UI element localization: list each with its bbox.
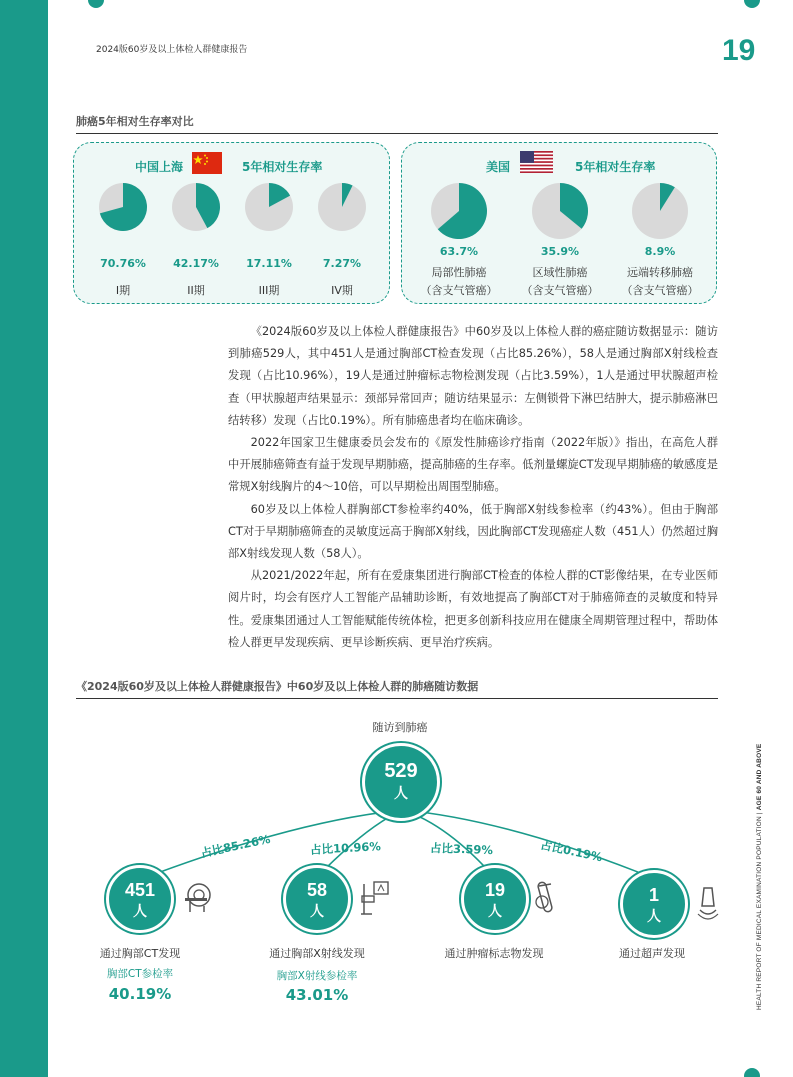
usa-flag-icon	[520, 151, 553, 173]
usa-region: 美国	[486, 160, 511, 174]
marker-number: 19	[484, 880, 506, 900]
shanghai-metric: 5年相对生存率	[242, 160, 323, 174]
corner-dot	[744, 1068, 760, 1077]
ultrasound-unit: 人	[647, 908, 661, 924]
ct-number: 451	[124, 880, 156, 900]
vertical-report-title: HEALTH REPORT OF MEDICAL EXAMINATION POPULATION | AGE 60 AND ABOVE	[756, 743, 763, 1010]
root-number: 529	[384, 760, 418, 782]
ct-unit: 人	[133, 903, 147, 919]
ct-caption: 通过胸部CT发现	[99, 947, 181, 960]
shanghai-pct-label: 17.11%	[246, 257, 292, 270]
usa-stage-label: 远端转移肺癌	[627, 266, 693, 279]
usa-pct-label: 63.7%	[439, 245, 479, 258]
usa-stage-label: 区域性肺癌	[532, 266, 588, 279]
test-tube-icon	[533, 880, 559, 920]
usa-pct-label: 8.9%	[644, 245, 676, 258]
ultrasound-caption: 通过超声发现	[619, 947, 685, 960]
xray-machine-icon	[360, 880, 390, 916]
ct-scanner-icon	[184, 882, 212, 914]
paragraph: 《2024版60岁及以上体检人群健康报告》中60岁及以上体检人群的癌症随访数据显示：随访到肺癌529人，其中451人是通过胸部CT检查发现（占比85.26%），58人是通过胸部X射线检查发现（占比10.96%），19人是通过肿瘤标志物检测发现（占比3.59%），1人是通过甲状腺超声检查（甲状腺超声结果显示：颈部异常回声；随访结果显示：左侧锁骨下淋巴结肿大，提示肺癌淋巴结转移）发现（占比0.19%）。所有肺癌患者均在临床确诊。	[228, 325, 718, 427]
ct-rate: 40.19%	[108, 985, 172, 1003]
usa-pie-2	[531, 182, 589, 240]
shanghai-stage-label: III期	[258, 284, 280, 297]
vertical-text-a: HEALTH REPORT OF MEDICAL EXAMINATION POPULATION	[756, 816, 763, 1010]
usa-stage-label: 局部性肺癌	[431, 266, 487, 279]
ultrasound-node	[620, 870, 688, 938]
usa-stage-sublabel: （含支气管癌）	[521, 284, 599, 297]
china-flag-icon	[192, 152, 222, 174]
usa-pie-3	[631, 182, 689, 240]
running-title: 2024版60岁及以上体检人群健康报告	[96, 45, 248, 55]
usa-stage-sublabel: （含支气管癌）	[621, 284, 699, 297]
paragraph: 2022年国家卫生健康委员会发布的《原发性肺癌诊疗指南（2022年版）》指出，在高危人群中开展肺癌筛查有益于发现早期肺癌，提高肺癌的生存率。低剂量螺旋CT发现早期肺癌的敏感度是常规X射线胸片的4～10倍，可以早期检出周围型肺癌。	[228, 436, 718, 494]
root-node	[362, 743, 440, 821]
xray-rate-label: 胸部X射线参检率	[276, 970, 358, 982]
xray-unit: 人	[310, 903, 324, 919]
share-label: 占比3.59%	[429, 840, 494, 858]
page-number: 19	[722, 34, 756, 67]
share-label: 占比85.26%	[199, 831, 272, 861]
marker-node	[461, 865, 529, 933]
left-accent-bar	[0, 0, 48, 1077]
usa-pct-label: 35.9%	[540, 245, 580, 258]
marker-unit: 人	[488, 903, 502, 919]
corner-dot	[744, 0, 760, 8]
shanghai-stage-label: I期	[115, 284, 131, 297]
marker-caption: 通过肿瘤标志物发现	[444, 947, 544, 960]
usa-stage-sublabel: （含支气管癌）	[420, 284, 498, 297]
shanghai-pct-label: 42.17%	[173, 257, 219, 270]
article-body	[228, 321, 718, 654]
vertical-text-b: AGE 60 AND ABOVE	[756, 743, 763, 811]
followup-section-title: 《2024版60岁及以上体检人群健康报告》中60岁及以上体检人群的肺癌随访数据	[76, 678, 718, 699]
xray-rate: 43.01%	[285, 986, 349, 1004]
shanghai-pct-label: 7.27%	[322, 257, 362, 270]
shanghai-pie-3	[244, 182, 294, 232]
usa-metric: 5年相对生存率	[575, 160, 656, 174]
root-unit: 人	[394, 785, 408, 801]
xray-caption: 通过胸部X射线发现	[269, 947, 365, 960]
shanghai-pie-2	[171, 182, 221, 232]
usa-pie-1	[430, 182, 488, 240]
ultrasound-probe-icon	[696, 884, 720, 920]
shanghai-pie-4	[317, 182, 367, 232]
ultrasound-number: 1	[648, 885, 659, 905]
ct-rate-label: 胸部CT参检率	[106, 968, 174, 980]
paragraph: 从2021/2022年起，所有在爱康集团进行胸部CT检查的体检人群的CT影像结果，在专业医师阅片时，均会有医疗人工智能产品辅助诊断，有效地提高了胸部CT对于肺癌筛查的灵敏度和特异性。爱康集团通过人工智能赋能传统体检，把更多创新科技应用在健康全周期管理过程中，帮助体检人群更早发现疾病、更早诊断疾病、更早治疗疾病。	[228, 569, 718, 649]
paragraph: 60岁及以上体检人群胸部CT参检率约40%，低于胸部X射线参检率（约43%）。但由于胸部CT对于早期肺癌筛查的灵敏度远高于胸部X射线，因此胸部CT发现癌症人数（451人）仍然超过胸部X射线发现人数（58人）。	[228, 502, 718, 561]
survival-section-title: 肺癌5年相对生存率对比	[76, 113, 718, 134]
share-label: 占比10.96%	[309, 839, 382, 857]
xray-number: 58	[306, 880, 328, 900]
shanghai-pct-label: 70.76%	[100, 257, 146, 270]
shanghai-region: 中国上海	[135, 160, 184, 174]
share-label: 占比0.19%	[539, 837, 604, 865]
ct-node	[106, 865, 174, 933]
root-label: 随访到肺癌	[372, 721, 428, 734]
shanghai-stage-label: IV期	[331, 284, 353, 297]
corner-dot	[88, 0, 104, 8]
shanghai-stage-label: II期	[187, 284, 205, 297]
shanghai-pie-1	[98, 182, 148, 232]
xray-node	[283, 865, 351, 933]
